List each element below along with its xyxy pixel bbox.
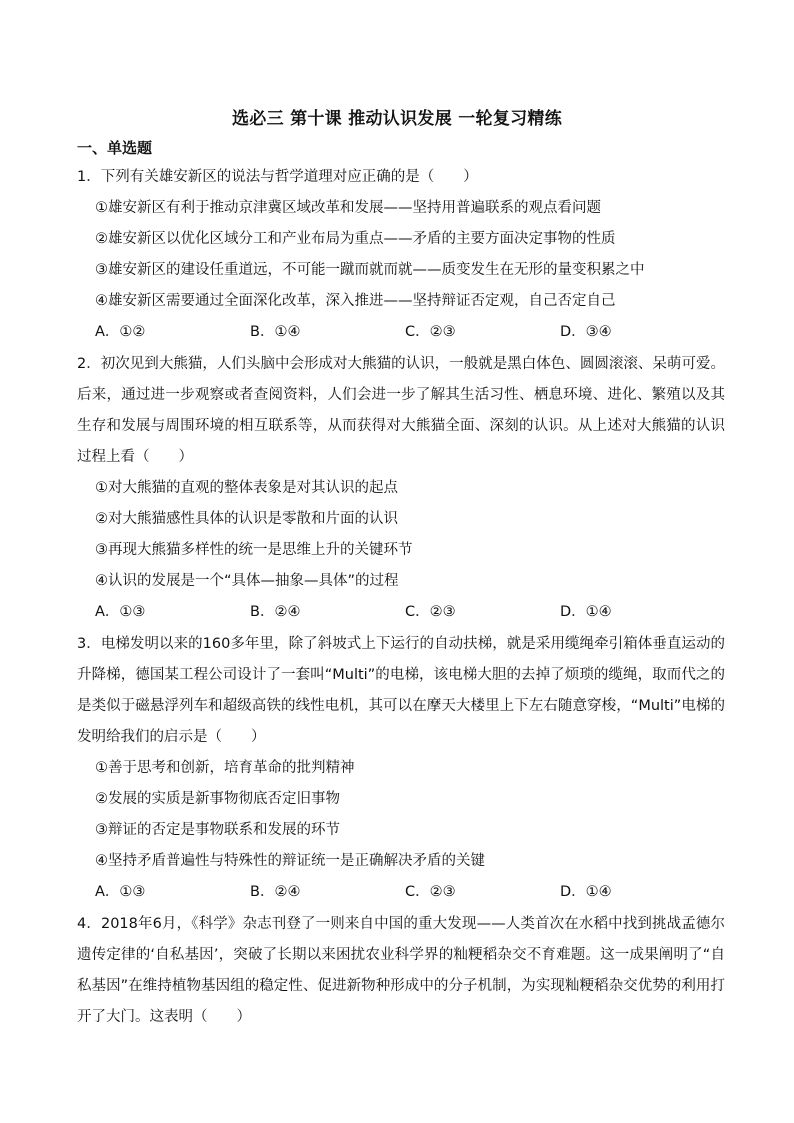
- question-list: [77, 162, 725, 1033]
- answer-choice-d: D．①④: [560, 604, 612, 620]
- statement-option: ③雄安新区的建设任重道远，不可能一蹴而就而就——质变发生在无形的量变积累之中: [95, 262, 645, 278]
- question-1: [77, 162, 725, 348]
- statement-option: ④坚持矛盾普遍性与特殊性的辩证统一是正确解决矛盾的关键: [95, 853, 485, 869]
- answer-choices: [77, 317, 725, 348]
- answer-choice-b: B．②④: [250, 884, 301, 900]
- answer-choice-a: A．①③: [95, 604, 146, 620]
- answer-choice-c: C．②③: [405, 604, 456, 620]
- answer-choice-c: C．②③: [405, 324, 456, 340]
- answer-choice-a: A．①②: [95, 324, 146, 340]
- question-2: [77, 349, 725, 628]
- statement-option: ②对大熊猫感性具体的认识是零散和片面的认识: [95, 511, 398, 527]
- question-stem: 3．电梯发明以来的160多年里，除了斜坡式上下运行的自动扶梯，就是采用缆绳牵引箱体垂直运动的升降梯，德国某工程公司设计了一套叫“Multi”的电梯，该电梯大胆的去掉了烦琐的缆绳，取而代之的是类似于磁悬浮列车和超级高铁的线性电机，其可以在摩天大楼里上下左右随意穿梭，“Multi”电梯的发明给我们的启示是（ ）: [77, 636, 725, 745]
- statement-option: ①对大熊猫的直观的整体表象是对其认识的起点: [95, 480, 398, 496]
- statement-option: ①雄安新区有利于推动京津冀区域改革和发展——坚持用普遍联系的观点看问题: [95, 200, 601, 216]
- question-4: [77, 909, 725, 1033]
- question-stem: 1．下列有关雄安新区的说法与哲学道理对应正确的是（ ）: [77, 169, 478, 185]
- answer-choice-b: B．②④: [250, 604, 301, 620]
- statement-option: ④雄安新区需要通过全面深化改革，深入推进——坚持辩证否定观，自己否定自己: [95, 293, 616, 309]
- answer-choices: [77, 597, 725, 628]
- question-stem: 2．初次见到大熊猫，人们头脑中会形成对大熊猫的认识，一般就是黑白体色、圆圆滚滚、呆萌可爱。后来，通过进一步观察或者查阅资料，人们会进一步了解其生活习性、栖息环境、进化、繁殖以及其生存和发展与周围环境的相互联系等，从而获得对大熊猫全面、深刻的认识。从上述对大熊猫的认识过程上看（ ）: [77, 356, 725, 465]
- answer-choice-c: C．②③: [405, 884, 456, 900]
- question-stem: 4．2018年6月，《科学》杂志刊登了一则来自中国的重大发现——人类首次在水稻中找到挑战孟德尔遗传定律的‘自私基因’，突破了长期以来困扰农业科学界的籼粳稻杂交不育难题。这一成果阐明了“自私基因”在维持植物基因组的稳定性、促进新物种形成中的分子机制，为实现籼粳稻杂交优势的利用打开了大门。这表明（ ）: [77, 916, 725, 1025]
- answer-choice-d: D．③④: [560, 324, 612, 340]
- statement-option: ②雄安新区以优化区域分工和产业布局为重点——矛盾的主要方面决定事物的性质: [95, 231, 616, 247]
- statement-option: ①善于思考和创新，培育革命的批判精神: [95, 760, 355, 776]
- question-3: [77, 629, 725, 908]
- statement-option: ②发展的实质是新事物彻底否定旧事物: [95, 791, 340, 807]
- answer-choices: [77, 877, 725, 908]
- answer-choice-d: D．①④: [560, 884, 612, 900]
- statement-option: ④认识的发展是一个“具体—抽象—具体”的过程: [95, 573, 399, 589]
- statement-option: ③再现大熊猫多样性的统一是思维上升的关键环节: [95, 542, 413, 558]
- answer-choice-b: B．①④: [250, 324, 301, 340]
- answer-choice-a: A．①③: [95, 884, 146, 900]
- statement-option: ③辩证的否定是事物联系和发展的环节: [95, 822, 340, 838]
- section-heading: 一、单选题: [77, 139, 153, 157]
- page-title: 选必三 第十课 推动认识发展 一轮复习精练: [231, 109, 563, 129]
